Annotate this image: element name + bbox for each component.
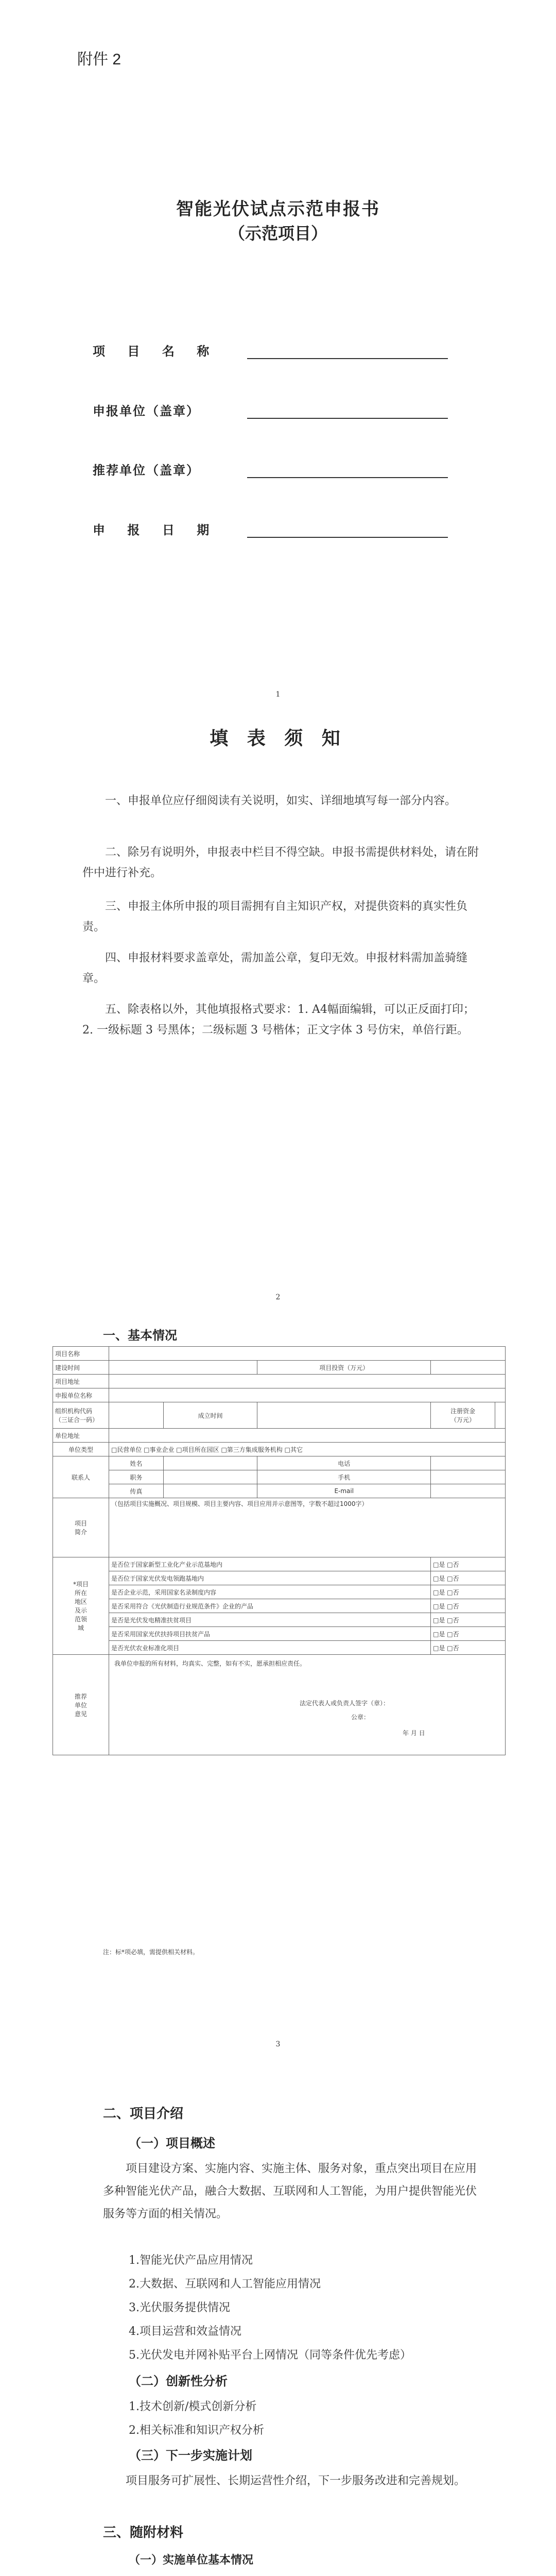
capital-input[interactable] [495,1402,506,1429]
date-field [93,520,448,538]
profile-input[interactable]: （包括项目实施概况、项目规模、项目主要内容、项目应用并示意图等，字数不超过1000字） [109,1498,506,1557]
intro-s1-heading: （一）项目概述 [129,2136,215,2150]
contact-email-input[interactable] [431,1484,506,1498]
cell-label: 项目 简介 [53,1498,109,1557]
category-option[interactable]: □是 □否 [431,1557,506,1571]
recommender-field [93,460,448,478]
project-name-input[interactable] [109,1347,506,1361]
basic-info-table [53,1346,506,1755]
applicant-field [93,401,448,419]
intro-s1-item: 5.光伏发电并网补贴平台上网情况（同等条件优先考虑） [129,2349,411,2362]
start-time-input[interactable] [109,1361,257,1375]
cell-label: 传真 [109,1484,164,1498]
cell-label: 项目投资（万元） [257,1361,431,1375]
location-input[interactable] [109,1375,506,1388]
intro-s1-item: 2.大数据、互联网和人工智能应用情况 [129,2278,321,2291]
intro-s2-heading: （二）创新性分析 [129,2374,228,2388]
cell-label: 电话 [257,1456,431,1470]
basic-heading: 一、基本情况 [103,1328,177,1343]
cover-title: 智能光伏试点示范申报书 [176,199,380,219]
page-number: 3 [275,2040,281,2048]
field-blank-line[interactable] [247,405,448,419]
contact-mobile-input[interactable] [431,1470,506,1484]
intro-s1-item: 4.项目运营和效益情况 [129,2325,241,2338]
intro-heading: 二、项目介绍 [103,2106,184,2122]
category-option[interactable]: □是 □否 [431,1571,506,1585]
notice-title: 填 表 须 知 [210,727,346,749]
category-option[interactable]: □是 □否 [431,1585,506,1599]
opinion-cell [109,1655,506,1755]
project-name-field [93,341,448,359]
cell-label: 联系人 [53,1456,109,1498]
contact-name-input[interactable] [163,1456,257,1470]
field-label: 申 报 日 期 [93,522,211,537]
category-item: 是否位于国家新型工业化产业示范基地内 [109,1557,431,1571]
category-item: 是否企业示范，采用国家名录制度内容 [109,1585,431,1599]
cell-label: 手机 [257,1470,431,1484]
intro-s3-heading: （三）下一步实施计划 [129,2448,252,2463]
applicant-input[interactable] [109,1388,506,1402]
invest-input[interactable] [431,1361,506,1375]
intro-s1-item: 1.智能光伏产品应用情况 [129,2254,253,2267]
unit-type-options[interactable]: □民营单位 □事业企业 □项目所在园区 □第三方集成服务机构 □其它 [109,1443,506,1456]
date-line: 年 月 日 [403,1730,425,1737]
cell-label: 单位类型 [53,1443,109,1456]
attach-heading: 三、随附材料 [103,2525,184,2540]
cell-label: 项目地址 [53,1375,109,1388]
page-number: 2 [275,1293,281,1301]
field-label: 推荐单位（盖章） [93,463,200,478]
cell-label: 姓名 [109,1456,164,1470]
field-blank-line[interactable] [247,524,448,538]
category-option[interactable]: □是 □否 [431,1641,506,1655]
cell-label: 单位地址 [53,1429,109,1443]
signature-line: 法定代表人或负责人签字（章）： [300,1700,390,1707]
seal-line: 公章： [351,1714,370,1721]
address-input[interactable] [109,1429,506,1443]
notice-paragraph: 三、申报主体所申报的项目需拥有自主知识产权，对提供资料的真实性负责。 [82,900,468,934]
cell-label: 职务 [109,1470,164,1484]
notice-paragraph: 一、申报单位应仔细阅读有关说明，如实、详细地填写每一部分内容。 [105,794,457,807]
intro-s1-paragraph: 项目建设方案、实施内容、实施主体、服务对象，重点突出项目在应用多种智能光伏产品，融合大数据、互联网和人工智能，为用户提供智能光伏服务等方面的相关情况。 [103,2162,477,2221]
notice-paragraph: 五、除表格以外，其他填报格式要求：1. A4幅面编辑，可以正反面打印；2. 一级标题 3 号黑体；二级标题 3 号楷体；正文字体 3 号仿宋，单倍行距。 [82,1003,475,1037]
cell-label: 成立时间 [163,1402,257,1429]
cell-label: 建设时间 [53,1361,109,1375]
cover-subtitle: （示范项目） [228,224,327,243]
category-option[interactable]: □是 □否 [431,1613,506,1627]
field-blank-line[interactable] [247,465,448,478]
category-item: 是否采用国家光伏扶持项目扶贫产品 [109,1627,431,1641]
cell-label: 项目名称 [53,1347,109,1361]
notice-paragraph: 四、申报材料要求盖章处，需加盖公章，复印无效。申报材料需加盖骑缝章。 [82,952,468,985]
cell-label: 申报单位名称 [53,1388,109,1402]
page-number: 1 [275,690,281,699]
contact-fax-input[interactable] [163,1484,257,1498]
commitment-text: 我单位申报的所有材料，均真实、完整，如有不实，愿承担相应责任。 [114,1660,306,1667]
intro-s2-item: 1.技术创新/模式创新分析 [129,2400,257,2413]
contact-title-input[interactable] [163,1470,257,1484]
cell-label: 推荐 单位 意见 [53,1655,109,1755]
category-item: 是否采用符合《光伏制造行业规范条件》企业的产品 [109,1599,431,1613]
category-item: 是否位于国家光伏发电领跑基地内 [109,1571,431,1585]
cell-label: 组织机构代码 （三证合一码） [53,1402,109,1429]
category-item: 是否光伏农业标准化项目 [109,1641,431,1655]
field-label: 申报单位（盖章） [93,403,200,418]
contact-phone-input[interactable] [431,1456,506,1470]
category-option[interactable]: □是 □否 [431,1599,506,1613]
field-label: 项 目 名 称 [93,344,211,359]
attachment-label: 附件 2 [77,51,121,68]
founded-input[interactable] [257,1402,431,1429]
table-note: 注：标*项必填，需提供相关材料。 [103,1948,199,1956]
category-option[interactable]: □是 □否 [431,1627,506,1641]
intro-s1-item: 3.光伏服务提供情况 [129,2301,230,2314]
credit-code-input[interactable] [109,1402,164,1429]
cell-label: *项目 所在 地区 及示 范领 域 [53,1557,109,1655]
field-blank-line[interactable] [247,346,448,359]
category-item: 是否是光伏发电精准扶贫项目 [109,1613,431,1627]
attach-a1-heading: （一）实施单位基本情况 [129,2553,254,2567]
intro-s2-item: 2.相关标准和知识产权分析 [129,2424,264,2437]
notice-paragraph: 二、除另有说明外，申报表中栏目不得空缺。申报书需提供材料处，请在附件中进行补充。 [82,846,479,879]
intro-s3-paragraph: 项目服务可扩展性、长期运营性介绍，下一步服务改进和完善规划。 [126,2475,466,2487]
cell-label: 注册资金 （万元） [431,1402,495,1429]
cell-label: E-mail [257,1484,431,1498]
